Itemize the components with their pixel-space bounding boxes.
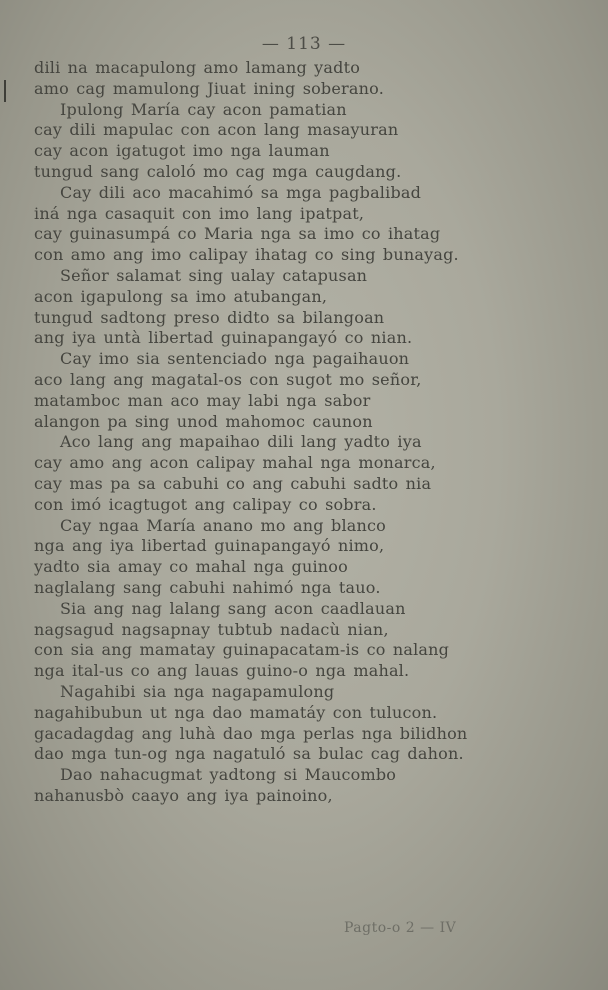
text-line: dili na macapulong amo lamang yadto [34,58,361,77]
text-line: con imó icagtugot ang calipay co sobra. [34,494,377,514]
text-line: cay amo ang acon calipay mahal nga monarca, [34,453,436,473]
text-line: nagsagud nagsapnay tubtub nadacù nian, [34,619,389,639]
stanza-first-line: Dao nahacugmat yadtong si Maucombo [60,765,397,785]
text-line: con sia ang mamatay guinapacatam-is co nalang [34,640,450,660]
text-line: aco lang ang magatal-os con sugot mo señor, [34,369,422,389]
text-line: nga ital-us co ang lauas guino-o nga mahal. [34,661,410,681]
text-line: cay mas pa sa cabuhi co ang cabuhi sadto nia [34,473,432,493]
text-line: tungud sadtong preso didto sa bilangoan [34,307,385,327]
text-line: naglalang sang cabuhi nahimó nga tauo. [34,577,381,597]
text-line: gacadagdag ang luhà dao mga perlas nga bilidhon [34,723,468,743]
text-line: amo cag mamulong Jiuat ining soberano. [34,78,384,98]
text-line: yadto sia amay co mahal nga guinoo [34,557,348,577]
signature-mark: Pagto-o 2 — IV [344,920,457,936]
text-line: dao mga tun-og nga nagatuló sa bulac cag dahon. [34,744,464,764]
text-line: matamboc man aco may labi nga sabor [34,390,371,410]
margin-mark [4,80,6,102]
stanza-first-line: Nagahibi sia nga nagapamulong [60,681,335,701]
text-line: alangon pa sing unod mahomoc caunon [34,411,373,431]
text-line: ang iya untà libertad guinapangayó co nian. [34,328,413,348]
text-line: nahanusbò caayo ang iya painoino, [34,785,333,805]
stanza-first-line: Sia ang nag lalang sang acon caadlauan [60,598,406,618]
text-line: con amo ang imo calipay ihatag co sing bunayag. [34,245,459,265]
text-line: cay acon igatugot imo nga lauman [34,141,330,161]
text-line: acon igapulong sa imo atubangan, [34,286,328,306]
text-line: iná nga casaquit con imo lang ipatpat, [34,203,365,223]
poem-text [34,58,554,807]
stanza-first-line: Cay imo sia sentenciado nga pagaihauon [60,349,410,369]
text-line: nagahibubun ut nga dao mamatáy con tulucon. [34,702,438,722]
stanza-first-line: Aco lang ang mapaihao dili lang yadto iya [60,432,422,452]
stanza-first-line: Señor salamat sing ualay catapusan [60,265,368,285]
stanza-first-line: Ipulong María cay acon pamatian [60,99,347,119]
stanza-first-line: Cay dili aco macahimó sa mga pagbalibad [60,182,422,202]
text-line: cay guinasumpá co Maria nga sa imo co ihatag [34,224,441,244]
text-line: tungud sang caloló mo cag mga caugdang. [34,161,402,181]
page-number: — 113 — [261,34,347,54]
stanza-first-line: Cay ngaa María anano mo ang blanco [60,515,386,535]
text-line: nga ang iya libertad guinapangayó nimo, [34,536,385,556]
text-line: cay dili mapulac con acon lang masayuran [34,120,399,140]
